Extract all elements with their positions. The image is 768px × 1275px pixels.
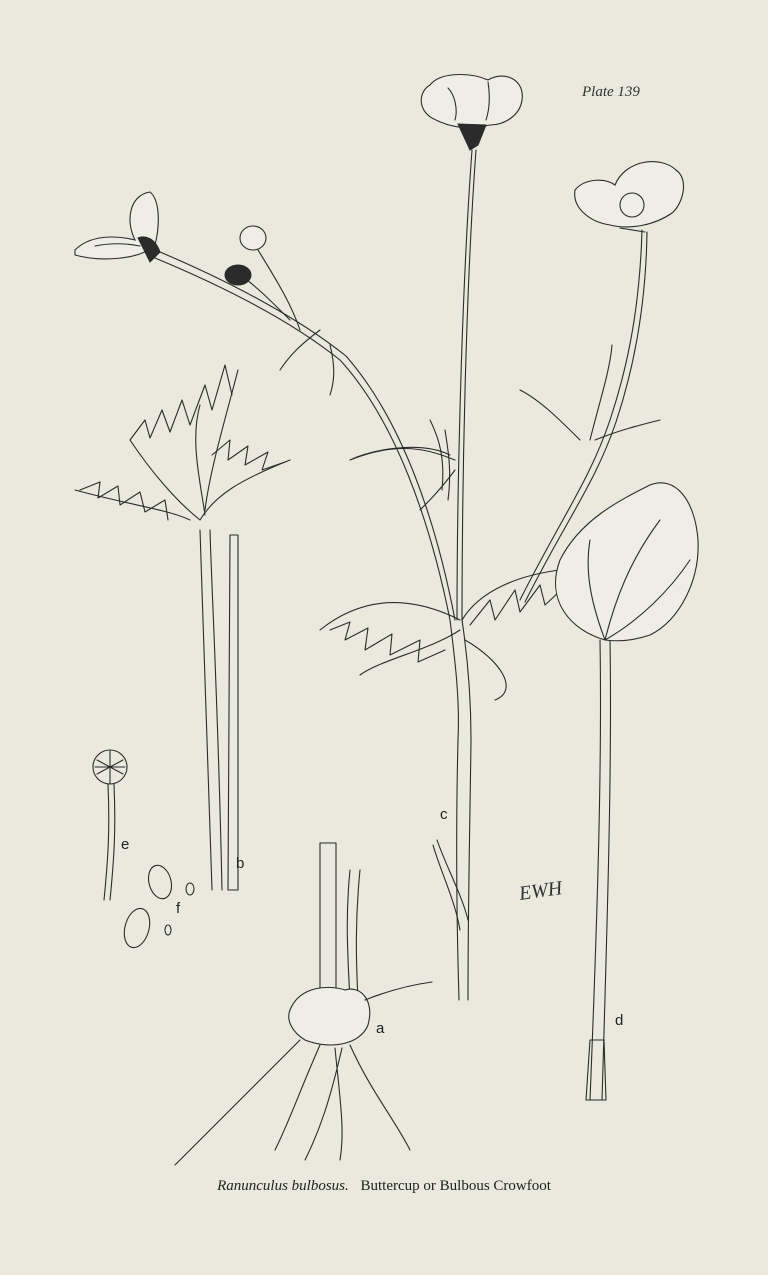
figure-b-leaf [75, 365, 290, 890]
figure-d-leaf [556, 483, 699, 1100]
label-e: e [121, 836, 130, 853]
plate-number: Plate 139 [582, 84, 640, 100]
label-a: a [376, 1020, 385, 1037]
latin-name: Ranunculus bulbosus. [217, 1178, 349, 1194]
label-f: f [176, 900, 181, 917]
figure-f-achenes [120, 863, 194, 951]
label-b: b [236, 855, 245, 872]
caption [0, 1178, 768, 1195]
figure-a-bulb [175, 843, 432, 1165]
figure-e-receptacle [93, 750, 130, 900]
label-c: c [440, 806, 448, 823]
label-d: d [615, 1012, 624, 1029]
artist-signature: EWH [517, 877, 564, 905]
common-name: Buttercup or Bulbous Crowfoot [360, 1178, 551, 1194]
